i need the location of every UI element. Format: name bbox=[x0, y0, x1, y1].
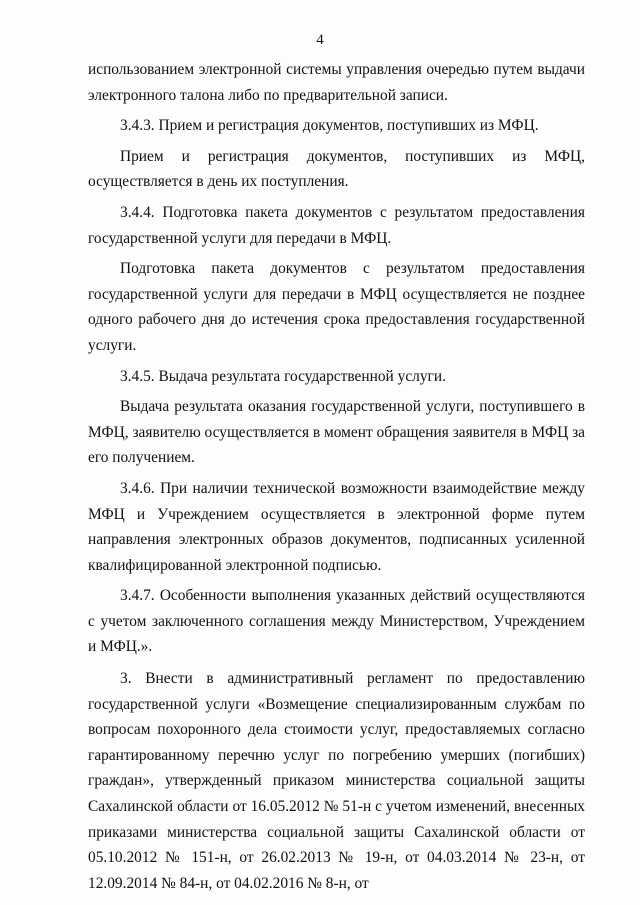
page-number: 4 bbox=[316, 32, 324, 48]
paragraph-3-4-5-text: Выдача результата оказания государственной услуги, поступившего в МФЦ, заявителю осуществляется в момент обращения заявителя в МФЦ за его получением. bbox=[88, 398, 585, 467]
paragraph-continuation: использованием электронной системы управления очередью путем выдачи электронного талона либо по предварительной записи. bbox=[88, 61, 585, 104]
paragraph-3-4-4-heading: 3.4.4. Подготовка пакета документов с результатом предоставления государственной услуги для передачи в МФЦ. bbox=[88, 203, 585, 247]
paragraph-3-4-3-text: Прием и регистрация документов, поступивших из МФЦ, осуществляется в день их поступления. bbox=[88, 147, 585, 191]
paragraph-item-3: 3. Внести в административный регламент по предоставлению государственной услуги «Возмещение специализированным службам по вопросам похоронного дела стоимости услуг, предоставляемых согласно гарантированному перечню услуг по погребению умерших (погибших) граждан», утвержденный приказом министерства социальной защиты Сахалинской области от 16.05.2012 № 51-н с учетом изменений, внесенных приказами министерства социальной защиты Сахалинской области от 05.10.2012 № 151-н, от 26.02.2013 № 19-н, от 04.03.2014 № 23-н, от 12.09.2014 № 84-н, от 04.02.2016 № 8-н, от bbox=[88, 670, 585, 892]
paragraph-3-4-3-heading: 3.4.3. Прием и регистрация документов, поступивших из МФЦ. bbox=[120, 117, 539, 135]
paragraph-3-4-7: 3.4.7. Особенности выполнения указанных действий осуществляются с учетом заключенного соглашения между Министерством, Учреждением и МФЦ.». bbox=[88, 587, 585, 656]
document-body bbox=[88, 57, 585, 901]
paragraph-3-4-4-text: Подготовка пакета документов с результатом предоставления государственной услуги для передачи в МФЦ осуществляется не позднее одного рабочего дня до истечения срока предоставления государственной услуги. bbox=[88, 260, 585, 354]
paragraph-3-4-6: 3.4.6. При наличии технической возможности взаимодействие между МФЦ и Учреждением осуществляется в электронной форме путем направления электронных образов документов, подписанных усиленной квалифицированной электронной подписью. bbox=[88, 479, 585, 574]
paragraph-3-4-5-heading: 3.4.5. Выдача результата государственной услуги. bbox=[120, 367, 446, 385]
